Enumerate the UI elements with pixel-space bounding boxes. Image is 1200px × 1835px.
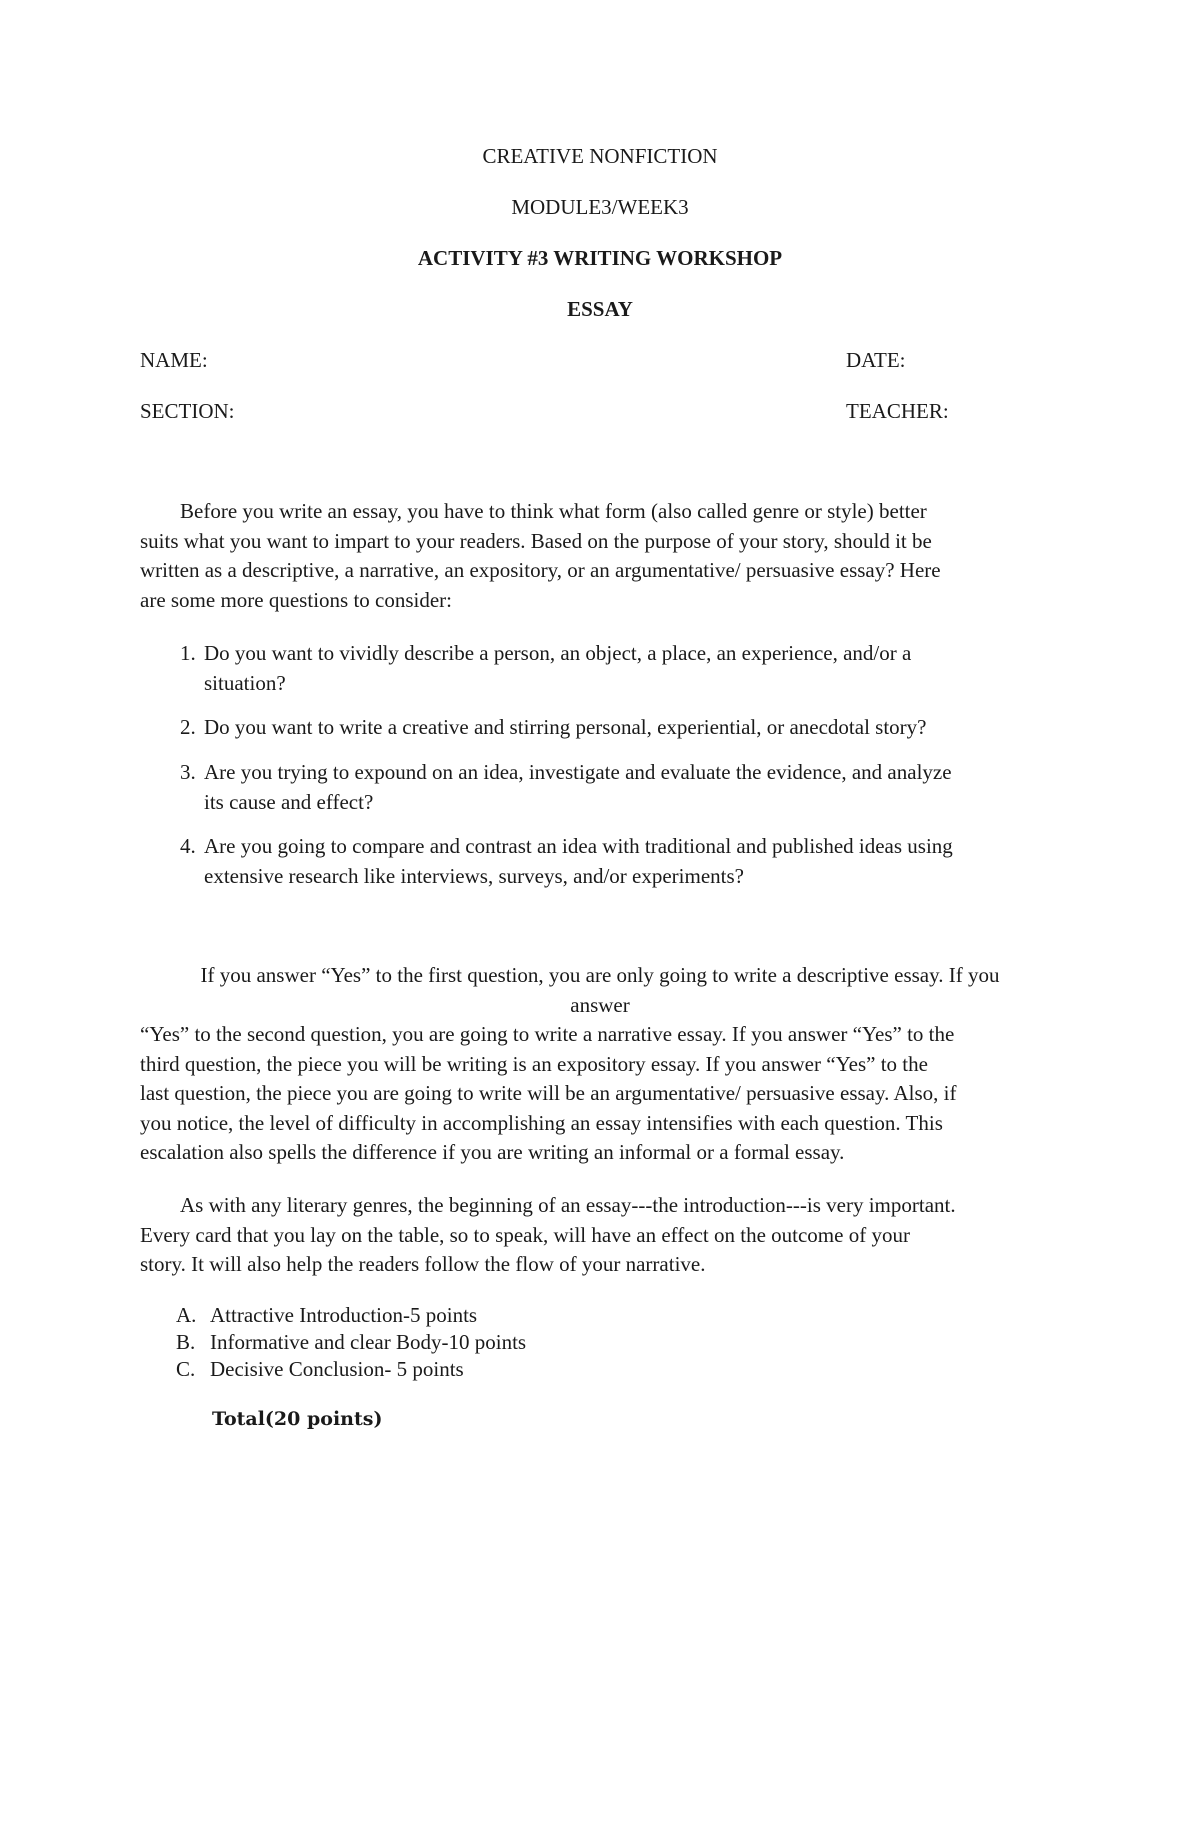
question-line: its cause and effect?: [204, 789, 374, 814]
question-number: 1.: [180, 641, 196, 665]
rubric-letter: C.: [176, 1357, 196, 1381]
question-line: Do you want to vividly describe a person, an object, a place, an experience, and/or a: [204, 641, 912, 665]
paragraph-line: As with any literary genres, the beginning of an essay---the introduction---is very important.: [180, 1193, 956, 1217]
rubric-letter: B.: [176, 1330, 196, 1354]
rubric-item: [176, 1356, 464, 1383]
question-line: extensive research like interviews, surveys, and/or experiments?: [204, 863, 744, 888]
question-line: Are you going to compare and contrast an idea with traditional and published ideas using: [204, 834, 953, 858]
rubric-text: Informative and clear Body-10 points: [210, 1330, 527, 1354]
rubric-item: [176, 1329, 526, 1356]
paragraph-line: If you answer “Yes” to the first question, you are only going to write a descriptive essay. If you: [200, 963, 1000, 987]
question-item: [180, 713, 1060, 743]
paragraph-line: Before you write an essay, you have to think what form (also called genre or style) better: [180, 499, 927, 523]
paragraph-line: answer: [570, 992, 630, 1017]
rubric-letter: A.: [176, 1303, 197, 1327]
paragraph-line: escalation also spells the difference if you are writing an informal or a formal essay.: [140, 1140, 845, 1164]
course-title: CREATIVE NONFICTION: [482, 144, 718, 168]
paragraph-line: are some more questions to consider:: [140, 587, 453, 612]
paragraph-line: “Yes” to the second question, you are going to write a narrative essay. If you answer “Yes” to the: [140, 1022, 955, 1046]
paragraph-line: Every card that you lay on the table, so to speak, will have an effect on the outcome of your: [140, 1222, 910, 1247]
paragraph-line: you notice, the level of difficulty in accomplishing an essay intensifies with each question. This: [140, 1110, 943, 1135]
intro-paragraph: [140, 497, 1060, 615]
question-item: [180, 832, 1060, 891]
module-label: MODULE3/WEEK3: [511, 195, 689, 219]
paragraph-line: third question, the piece you will be writing is an expository essay. If you answer “Yes” to the: [140, 1051, 928, 1076]
total-points: Total(20 points): [212, 1408, 383, 1430]
paragraph-line: last question, the piece you are going to write will be an argumentative/ persuasive essay. Also, if: [140, 1081, 957, 1105]
date-field-label: DATE:: [846, 348, 906, 372]
teacher-field-label: TEACHER:: [846, 399, 949, 423]
question-item: [180, 639, 1060, 698]
paragraph-line: written as a descriptive, a narrative, an expository, or an argumentative/ persuasive essay? Here: [140, 558, 941, 582]
paragraph-line: suits what you want to impart to your readers. Based on the purpose of your story, should it be: [140, 528, 932, 553]
answer-paragraph: [140, 961, 1060, 1168]
question-number: 3.: [180, 760, 196, 784]
essay-heading: ESSAY: [567, 297, 633, 321]
paragraph-line: story. It will also help the readers follow the flow of your narrative.: [140, 1252, 706, 1276]
rubric-item: [176, 1302, 477, 1329]
rubric-text: Attractive Introduction-5 points: [210, 1303, 478, 1327]
rubric-text: Decisive Conclusion- 5 points: [210, 1357, 464, 1381]
name-field-label: NAME:: [140, 348, 208, 372]
question-number: 2.: [180, 715, 196, 739]
question-number: 4.: [180, 834, 196, 858]
question-item: [180, 758, 1060, 817]
question-line: Do you want to write a creative and stirring personal, experiential, or anecdotal story?: [204, 715, 927, 739]
question-line: Are you trying to expound on an idea, investigate and evaluate the evidence, and analyze: [204, 760, 952, 784]
section-field-label: SECTION:: [140, 399, 235, 423]
question-line: situation?: [204, 670, 286, 695]
genre-paragraph: [140, 1191, 1060, 1280]
activity-title: ACTIVITY #3 WRITING WORKSHOP: [417, 246, 783, 270]
